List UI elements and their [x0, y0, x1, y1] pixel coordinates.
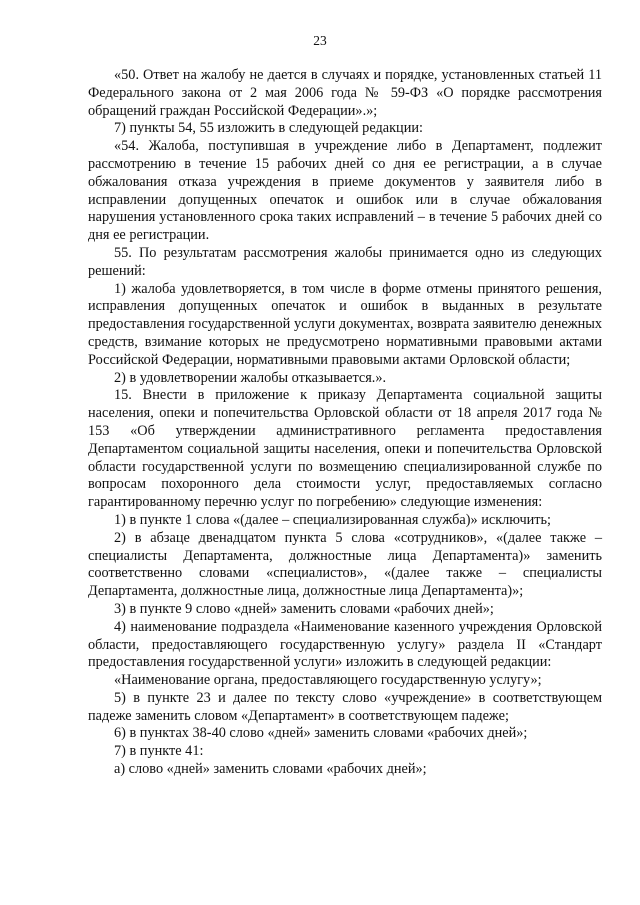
paragraph-item-15: 15. Внести в приложение к приказу Департамента социальной защиты населения, опеки и попечительства Орловской области от 18 апреля 2017 года № 153 «Об утверждении административного регламента предоставления Департаментом социальной защиты населения, опеки и попечительства Орловской области государственной услуги по возмещению специализированной службе по вопросам похоронного дела стоимости услуг, предоставляемых согласно гарантированному перечню услуг по погребению» следующие изменения: — [88, 387, 602, 511]
paragraph-change-5: 5) в пункте 23 и далее по тексту слово «учреждение» в соответствующем падеже заменить словом «Департамент» в соответствующем падеже; — [88, 689, 602, 724]
paragraph-decision-2: 2) в удовлетворении жалобы отказывается.». — [114, 369, 387, 386]
paragraph-item-54: «54. Жалоба, поступившая в учреждение либо в Департамент, подлежит рассмотрению в течение 15 рабочих дней со дня ее регистрации, а в случае обжалования отказа учреждения в приеме документов у заявителя либо в исправлении допущенных опечаток и ошибок или в случае обжалования нарушения установленного срока таких исправлений – в течение 5 рабочих дней со дня ее регистрации. — [88, 138, 602, 244]
paragraph-change-3: 3) в пункте 9 слово «дней» заменить словами «рабочих дней»; — [114, 600, 494, 617]
paragraph-change-7: 7) в пункте 41: — [114, 743, 204, 760]
paragraph-change-7a: а) слово «дней» заменить словами «рабочих дней»; — [114, 761, 427, 778]
paragraph-change-6: 6) в пунктах 38-40 слово «дней» заменить словами «рабочих дней»; — [114, 725, 528, 742]
paragraph-item-55: 55. По результатам рассмотрения жалобы принимается одно из следующих решений: — [88, 244, 602, 279]
paragraph-change-4-quote: «Наименование органа, предоставляющего государственную услугу»; — [114, 672, 542, 689]
paragraph-change-2: 2) в абзаце двенадцатом пункта 5 слова «сотрудников», «(далее также – специалисты Департамента, должностные лица Департамента)» заменить соответственно словами «специалистов», «(далее также – специалисты Департамента, должностные лица, должностные лица Департамента)»; — [88, 529, 602, 600]
page-number: 23 — [313, 33, 327, 48]
paragraph-amend-7: 7) пункты 54, 55 изложить в следующей редакции: — [114, 120, 423, 137]
paragraph-change-4: 4) наименование подраздела «Наименование казенного учреждения Орловской области, предоставляющего государственную услугу» раздела II «Стандарт предоставления государственной услуги» изложить в следующей редакции: — [88, 618, 602, 671]
document-body — [88, 67, 602, 779]
paragraph-decision-1: 1) жалоба удовлетворяется, в том числе в форме отмены принятого решения, исправления допущенных опечаток и ошибок в выданных в результате предоставления государственной услуги документах, возврата заявителю денежных средств, взимание которых не предусмотрено нормативными правовыми актами Российской Федерации, нормативными правовыми актами Орловской области; — [88, 280, 602, 368]
paragraph-change-1: 1) в пункте 1 слова «(далее – специализированная служба)» исключить; — [114, 511, 552, 528]
paragraph-item-50: «50. Ответ на жалобу не дается в случаях и порядке, установленных статьей 11 Федерального закона от 2 мая 2006 года № 59-ФЗ «О порядке рассмотрения обращений граждан Российской Федерации».»; — [88, 67, 602, 119]
